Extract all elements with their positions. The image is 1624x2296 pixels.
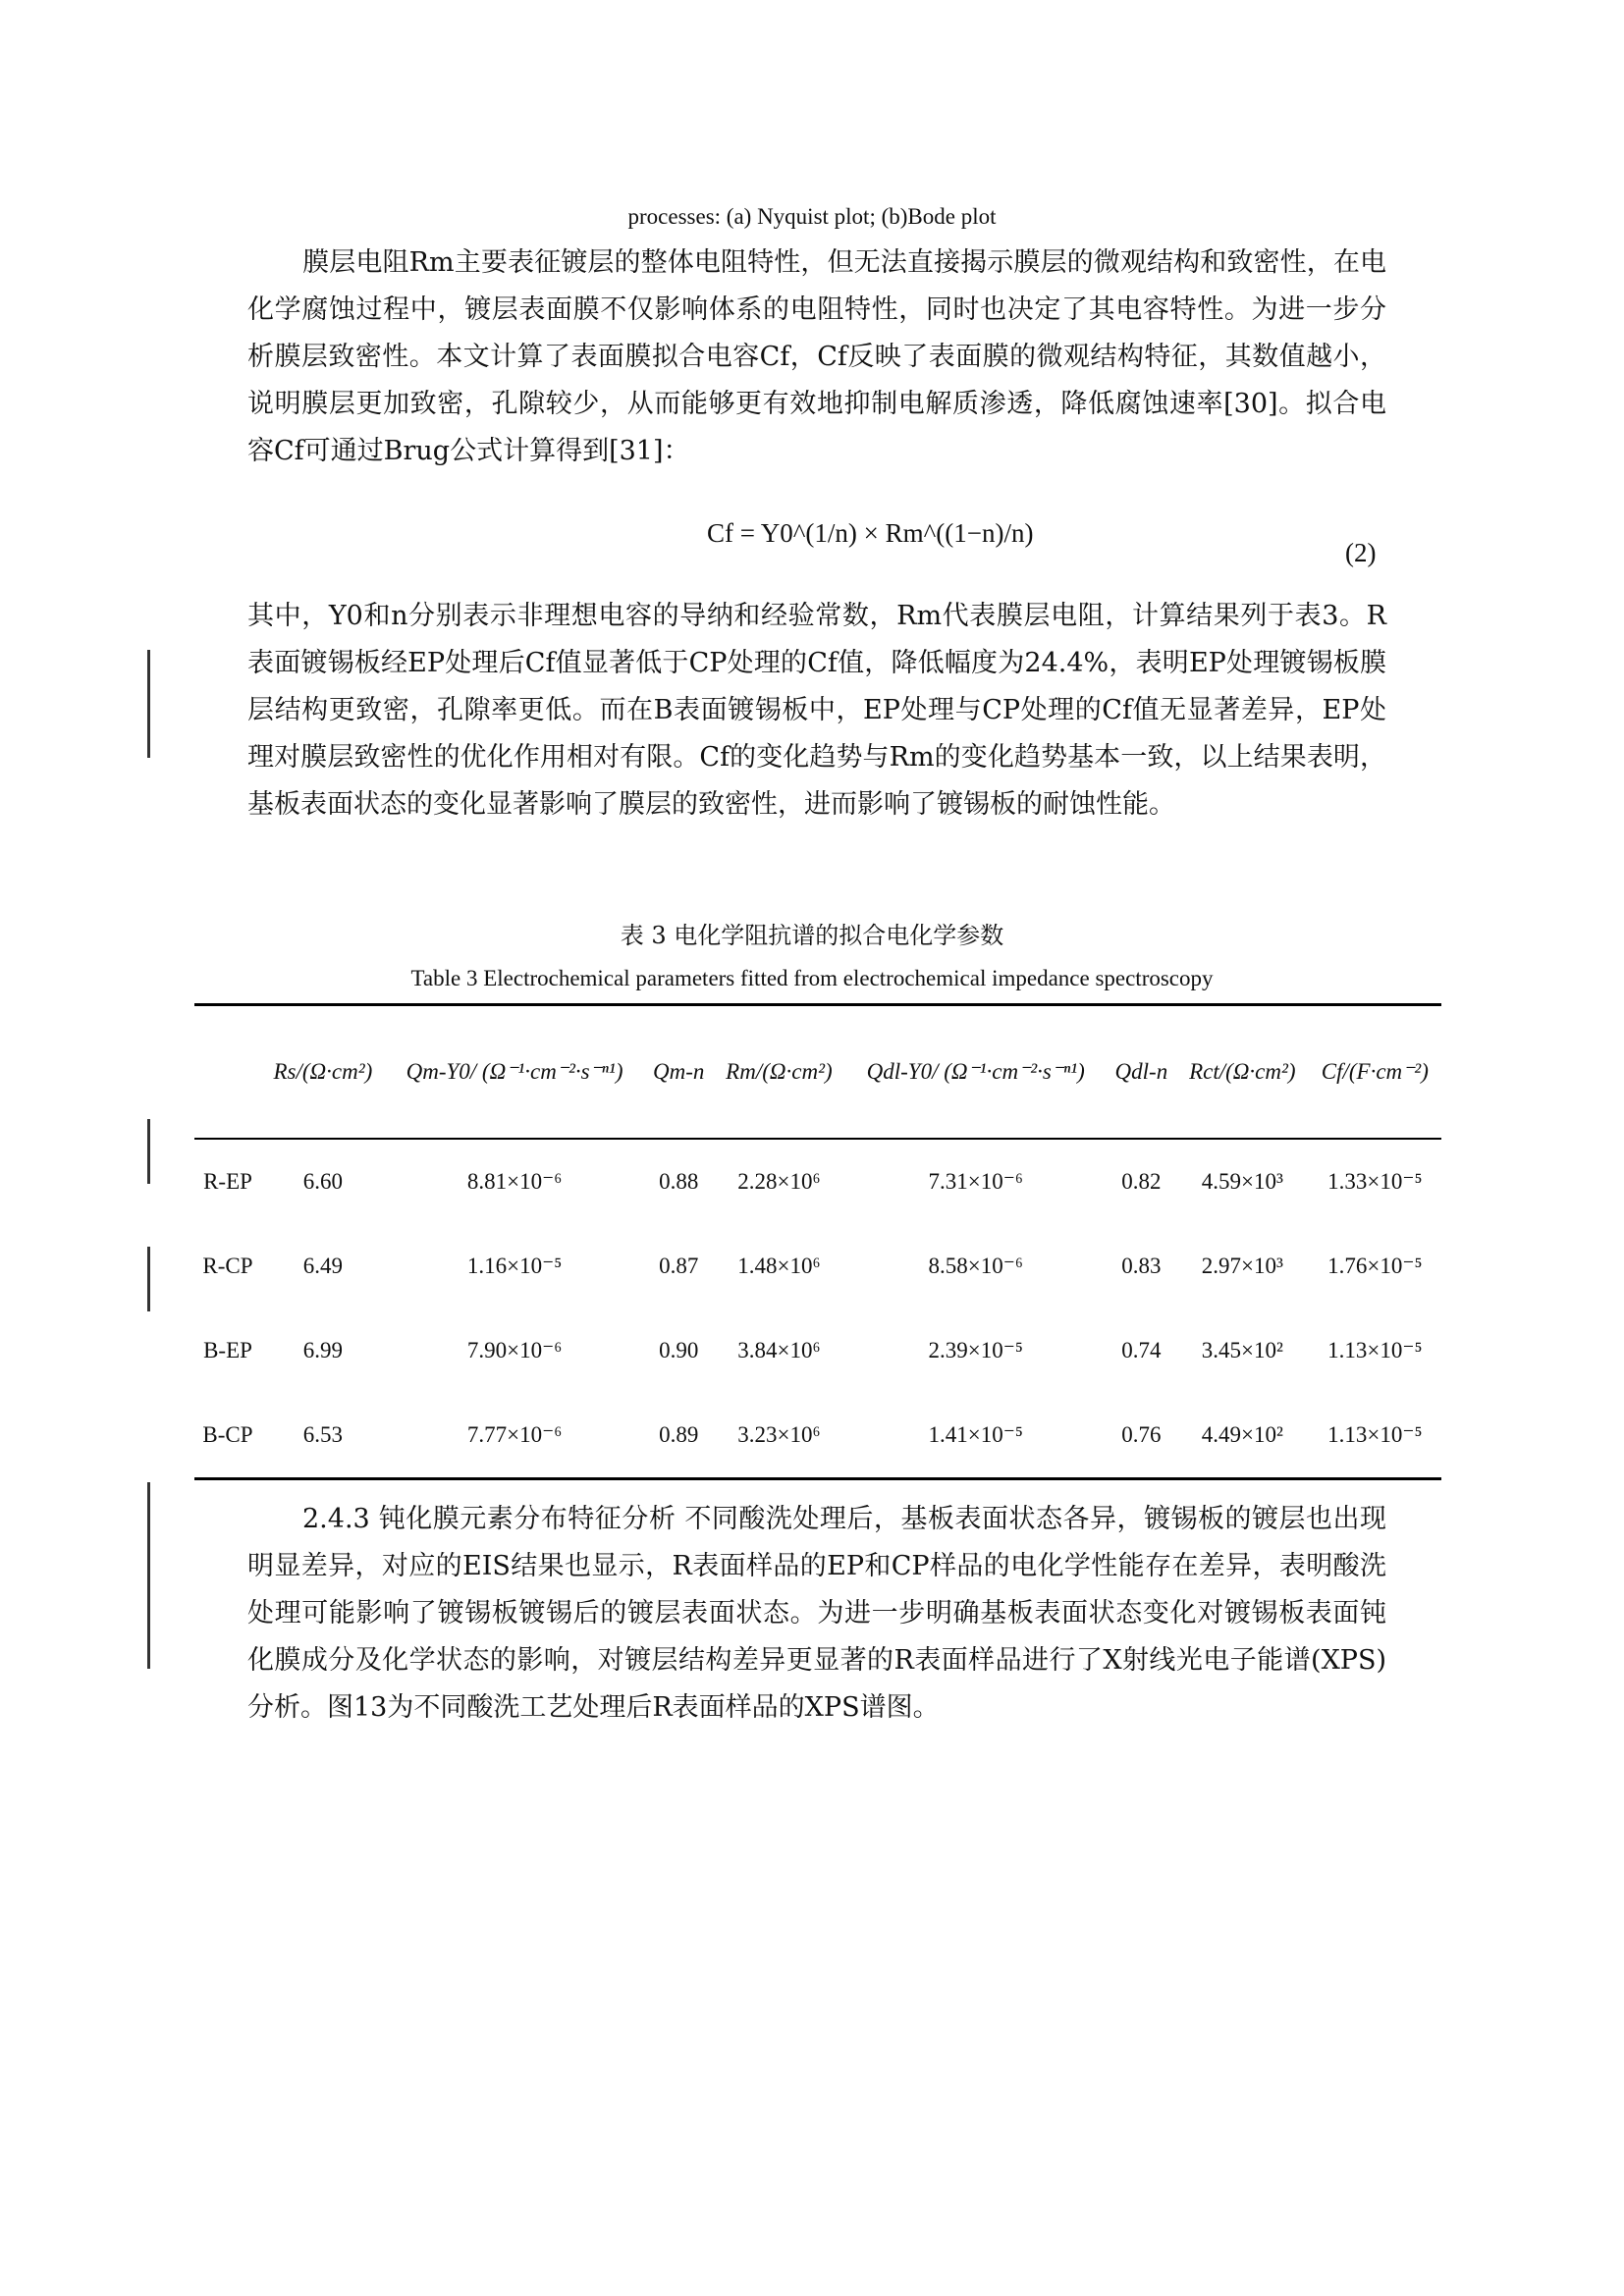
figure-caption: processes: (a) Nyquist plot; (b)Bode plot <box>627 204 997 229</box>
header-cell: Rs/(Ω·cm²) <box>273 1059 373 1084</box>
revision-marker <box>147 1247 150 1311</box>
table-cell: 1.13×10⁻⁵ <box>1327 1338 1423 1362</box>
table-cell: 0.76 <box>1121 1422 1162 1447</box>
header-cell: Qdl-Y0/ (Ω⁻¹·cm⁻²·s⁻ⁿ¹) <box>866 1059 1085 1084</box>
table-cell: 1.13×10⁻⁵ <box>1327 1422 1423 1447</box>
revision-marker <box>147 1119 150 1184</box>
equation: Cf = Y0^(1/n) × Rm^((1−n)/n) <box>707 518 1034 548</box>
table-cell: 0.83 <box>1121 1254 1162 1278</box>
header-cell: Qm-Y0/ (Ω⁻¹·cm⁻²·s⁻ⁿ¹) <box>406 1059 623 1084</box>
table-row <box>194 1224 1441 1308</box>
table-cell: 3.23×10⁶ <box>737 1422 821 1447</box>
table-cell: 3.84×10⁶ <box>737 1338 821 1362</box>
revision-marker <box>147 1482 150 1669</box>
table-cell: 6.49 <box>302 1254 343 1278</box>
header-cell: Rct/(Ω·cm²) <box>1189 1059 1296 1084</box>
table-cell: 6.99 <box>302 1338 343 1362</box>
paragraph-2-text: 其中，Y0和n分别表示非理想电容的导纳和经验常数，Rm代表膜层电阻，计算结果列于表3。R表面镀锡板经EP处理后Cf值显著低于CP处理的Cf值，降低幅度为24.4%，表明EP处理镀锡板膜层结构更致密，孔隙率更低。而在B表面镀锡板中，EP处理与CP处理的Cf值无显著差异，EP处理对膜层致密性的优化作用相对有限。Cf的变化趋势与Rm的变化趋势基本一致，以上结果表明，基板表面状态的变化显著影响了膜层的致密性，进而影响了镀锡板的耐蚀性能。 <box>247 601 1386 820</box>
paragraph-film-resistance <box>247 240 1386 475</box>
table-cell: 1.76×10⁻⁵ <box>1327 1254 1423 1278</box>
table-row <box>194 1308 1441 1393</box>
table-header-row <box>194 1005 1441 1140</box>
header-cell <box>194 1005 261 1140</box>
paragraph-passivation <box>247 1496 1386 1732</box>
table-cell: 4.49×10² <box>1201 1422 1283 1447</box>
table-caption-en: Table 3 Electrochemical parameters fitted from electrochemical impedance spectroscopy <box>410 966 1214 990</box>
table-cell: 1.33×10⁻⁵ <box>1327 1169 1423 1194</box>
table-cell: 1.48×10⁶ <box>737 1254 821 1278</box>
paragraph-results <box>247 593 1386 828</box>
table-cell: 2.97×10³ <box>1201 1254 1283 1278</box>
header-cell: Qm-n <box>653 1059 705 1084</box>
row-label: B-CP <box>202 1422 253 1447</box>
table-cell: 0.90 <box>659 1338 699 1362</box>
table-cell: 1.16×10⁻⁵ <box>466 1254 563 1278</box>
eis-parameter-table <box>194 1003 1441 1480</box>
table-row <box>194 1393 1441 1479</box>
table-cell: 0.74 <box>1121 1338 1162 1362</box>
table-cell: 7.90×10⁻⁶ <box>466 1338 563 1362</box>
table-cell: 3.45×10² <box>1201 1338 1283 1362</box>
row-label: R-CP <box>202 1254 253 1278</box>
header-cell: Rm/(Ω·cm²) <box>726 1059 833 1084</box>
row-label: R-EP <box>203 1169 252 1194</box>
table-cell: 8.81×10⁻⁶ <box>466 1169 563 1194</box>
table-cell: 2.28×10⁶ <box>737 1169 821 1194</box>
revision-marker <box>147 650 150 758</box>
table-cell: 4.59×10³ <box>1201 1169 1283 1194</box>
table-cell: 0.87 <box>659 1254 699 1278</box>
table-cell: 7.31×10⁻⁶ <box>928 1169 1023 1194</box>
table-cell: 0.88 <box>659 1169 699 1194</box>
table-cell: 6.53 <box>302 1422 343 1447</box>
table-cell: 8.58×10⁻⁶ <box>928 1254 1023 1278</box>
row-label: B-EP <box>203 1338 252 1362</box>
table-cell: 2.39×10⁻⁵ <box>928 1338 1023 1362</box>
table-cell: 6.60 <box>302 1169 343 1194</box>
paragraph-3-text: 2.4.3 钝化膜元素分布特征分析 不同酸洗处理后，基板表面状态各异，镀锡板的镀层也出现明显差异，对应的EIS结果也显示，R表面样品的EP和CP样品的电化学性能存在差异，表明酸洗处理可能影响了镀锡板镀锡后的镀层表面状态。为进一步明确基板表面状态变化对镀锡板表面钝化膜成分及化学状态的影响，对镀层结构差异更显著的R表面样品进行了X射线光电子能谱(XPS)分析。图13为不同酸洗工艺处理后R表面样品的XPS谱图。 <box>247 1504 1386 1723</box>
table-cell: 7.77×10⁻⁶ <box>466 1422 563 1447</box>
table-row <box>194 1139 1441 1224</box>
paragraph-1-text: 膜层电阻Rm主要表征镀层的整体电阻特性，但无法直接揭示膜层的微观结构和致密性，在电化学腐蚀过程中，镀层表面膜不仅影响体系的电阻特性，同时也决定了其电容特性。为进一步分析膜层致密性。本文计算了表面膜拟合电容Cf，Cf反映了表面膜的微观结构特征，其数值越小，说明膜层更加致密，孔隙较少，从而能够更有效地抑制电解质渗透，降低腐蚀速率[30]。拟合电容Cf可通过Brug公式计算得到[31]： <box>247 247 1386 466</box>
table-cell: 1.41×10⁻⁵ <box>928 1422 1023 1447</box>
table-cell: 0.89 <box>659 1422 699 1447</box>
table-caption-cn: 表 3 电化学阻抗谱的拟合电化学参数 <box>620 922 1004 949</box>
equation-number: (2) <box>1345 538 1377 567</box>
table-cell: 0.82 <box>1121 1169 1162 1194</box>
header-cell: Qdl-n <box>1114 1059 1168 1084</box>
header-cell: Cf/(F·cm⁻²) <box>1321 1059 1429 1084</box>
